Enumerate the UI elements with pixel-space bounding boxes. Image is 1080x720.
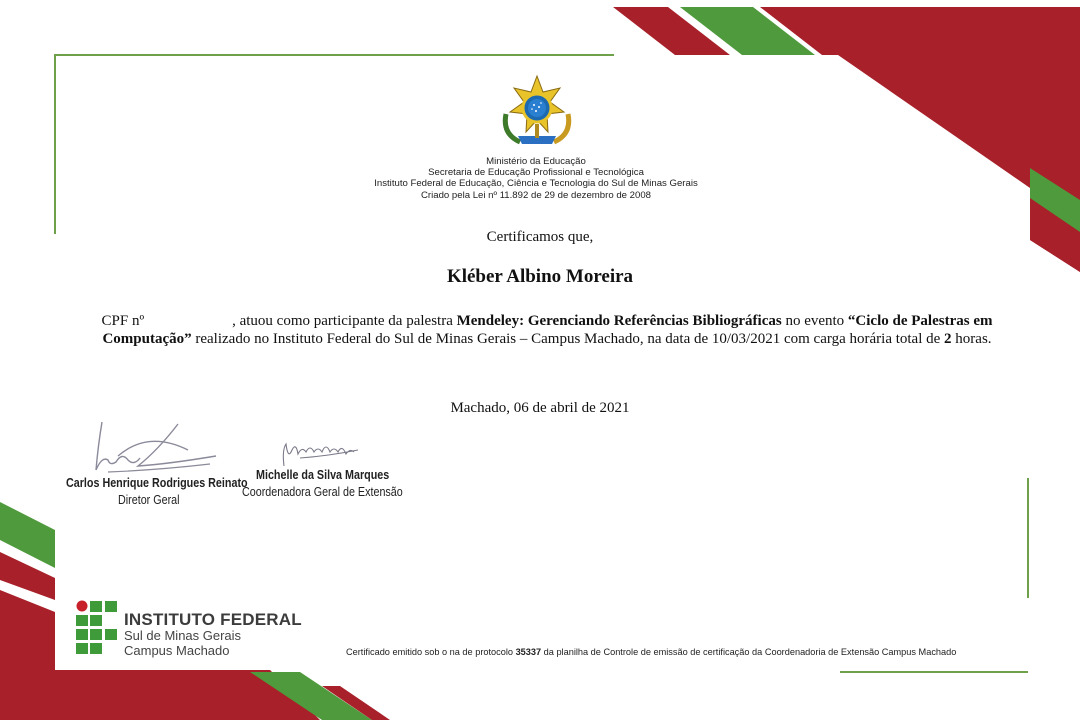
body-text-part3: realizado no Instituto Federal do Sul de Minas Gerais – Campus Machado, na data de 10/03/2021 com carga horária total de xyxy=(191,330,945,347)
institution-header xyxy=(300,156,772,201)
header-line-institute: Instituto Federal de Educação, Ciência e Tecnologia do Sul de Minas Gerais xyxy=(374,178,698,190)
header-line-law: Criado pela Lei nº 11.892 de 29 de dezembro de 2008 xyxy=(420,189,651,201)
hours-value: 2 xyxy=(944,330,952,347)
signer-role-coordinator: Coordenadora Geral de Extensão xyxy=(242,485,403,499)
signer-role-director: Diretor Geral xyxy=(118,493,180,507)
footer-suffix: da planilha de Controle de emissão de certificação da Coordenadoria de Extensão Campus Machado xyxy=(541,647,957,657)
signature-carlos-image xyxy=(88,420,228,482)
logo-title: INSTITUTO FEDERAL xyxy=(124,610,302,629)
signer-name-coordinator: Michelle da Silva Marques xyxy=(256,468,390,482)
event-name: “Ciclo de Palestras em Computação” xyxy=(102,313,993,347)
header-line-ministry: Ministério da Educação xyxy=(486,156,586,167)
certify-intro: Certificamos que, xyxy=(486,229,594,245)
border-line-right xyxy=(1027,478,1029,598)
border-line-bottom xyxy=(840,671,1028,673)
body-text-part2: no evento xyxy=(781,313,848,329)
logo-subtitle: Sul de Minas Gerais xyxy=(124,628,242,643)
instituto-federal-logo-icon xyxy=(76,600,118,657)
cpf-redacted xyxy=(144,313,232,325)
brazil-coat-of-arms-icon xyxy=(496,74,578,150)
protocol-footer xyxy=(346,647,956,657)
signature-michelle-image xyxy=(278,440,368,468)
footer-prefix: Certificado emitido sob o na de protocolo xyxy=(346,647,516,657)
border-line-left xyxy=(54,54,56,234)
body-text-part1: , atuou como participante da palestra xyxy=(232,313,457,329)
logo-campus: Campus Machado xyxy=(124,643,230,658)
cpf-label: CPF nº xyxy=(101,313,145,329)
signer-name-director: Carlos Henrique Rodrigues Reinato xyxy=(66,476,248,490)
talk-title: Mendeley: Gerenciando Referências Bibliográficas xyxy=(456,313,782,329)
protocol-number: 35337 xyxy=(515,647,542,657)
border-line-top xyxy=(54,54,614,56)
certificate-body xyxy=(58,313,1036,348)
recipient-name: Kléber Albino Moreira xyxy=(446,266,634,287)
header-line-secretariat: Secretaria de Educação Profissional e Tecnológica xyxy=(428,167,644,179)
place-date: Machado, 06 de abril de 2021 xyxy=(450,400,630,416)
body-text-part4: horas. xyxy=(951,330,992,347)
